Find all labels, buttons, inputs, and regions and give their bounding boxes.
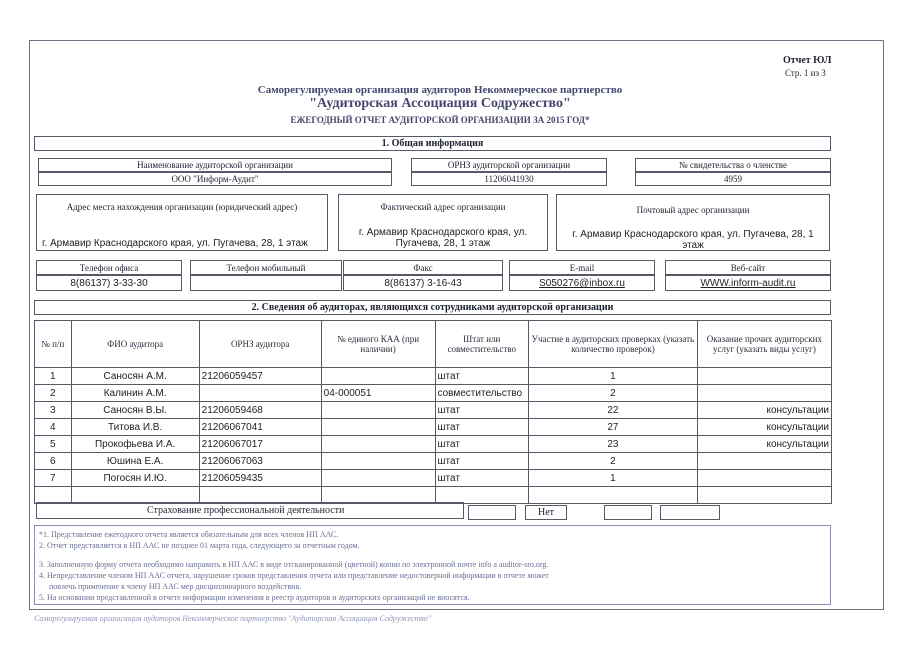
fax-label: Факс xyxy=(343,260,503,275)
table-row xyxy=(35,385,832,402)
email-label: E-mail xyxy=(509,260,655,275)
note-4: 4. Непредставление членом НП ААС отчета, нарушение сроков представления отчета или представление недостоверной информации в отчете может xyxy=(39,571,549,580)
insurance-no-box[interactable]: Нет xyxy=(525,505,567,520)
phone-mobile-value xyxy=(190,275,342,291)
row-name: Юшина Е.А. xyxy=(71,453,199,470)
note-spacer xyxy=(39,551,826,559)
table-row xyxy=(35,470,832,487)
note-3: 3. Заполненную форму отчета необходимо направить в НП ААС в виде отсканированной (цветной) копии по электронной почте info а auditor-sro.org. xyxy=(39,560,549,569)
row-staff: совместительство xyxy=(435,385,529,402)
row-ornz: 21206059468 xyxy=(199,402,321,419)
row-audits: 2 xyxy=(529,453,698,470)
row-num: 7 xyxy=(35,470,72,487)
row-services: консультации xyxy=(697,402,831,419)
postal-address-line2: этаж xyxy=(682,240,704,251)
row-kaa: 04-000051 xyxy=(321,385,435,402)
empty-cell xyxy=(529,487,698,504)
row-services: консультации xyxy=(697,419,831,436)
row-services xyxy=(697,470,831,487)
note-5: 5. На основании представленной в отчете информации изменения в реестр аудиторов и аудиторских организаций не вносятся. xyxy=(39,593,470,602)
row-num: 3 xyxy=(35,402,72,419)
row-num: 4 xyxy=(35,419,72,436)
row-audits: 2 xyxy=(529,385,698,402)
table-row xyxy=(35,402,832,419)
row-services xyxy=(697,453,831,470)
section1-title: 1. Общая информация xyxy=(34,136,831,151)
email-value[interactable]: S050276@inbox.ru xyxy=(509,275,655,291)
phone-office-label: Телефон офиса xyxy=(36,260,182,275)
row-audits: 1 xyxy=(529,368,698,385)
actual-address-line1: г. Армавир Краснодарского края, ул. xyxy=(358,227,528,238)
ornz-value: 11206041930 xyxy=(411,172,607,186)
row-ornz: 21206067017 xyxy=(199,436,321,453)
row-staff: штат xyxy=(435,402,529,419)
actual-address-label: Фактический адрес организации xyxy=(380,202,506,212)
empty-cell xyxy=(71,487,199,504)
row-name: Калинин А.М. xyxy=(71,385,199,402)
org-line: Саморегулируемая организация аудиторов Некоммерческое партнерство xyxy=(257,84,623,96)
note-4-cont: повлечь применение к члену НП ААС мер дисциплинарного воздействия. xyxy=(49,582,302,591)
form-code: Отчет ЮЛ xyxy=(783,55,832,66)
row-audits: 1 xyxy=(529,470,698,487)
empty-cell xyxy=(35,487,72,504)
legal-address-label: Адрес места нахождения организации (юридический адрес) xyxy=(66,202,298,212)
row-num: 1 xyxy=(35,368,72,385)
row-num: 5 xyxy=(35,436,72,453)
org-name-value: ООО "Информ-Аудит" xyxy=(38,172,392,186)
row-audits: 27 xyxy=(529,419,698,436)
website-label: Веб-сайт xyxy=(665,260,831,275)
row-num: 6 xyxy=(35,453,72,470)
row-staff: штат xyxy=(435,436,529,453)
col-num: № п/п xyxy=(35,321,72,368)
phone-office-value: 8(86137) 3-33-30 xyxy=(36,275,182,291)
note-1: *1. Представление ежегодного отчета является обязательным для всех членов НП ААС. xyxy=(39,530,339,539)
row-name: Саносян А.М. xyxy=(71,368,199,385)
row-staff: штат xyxy=(435,419,529,436)
auditors-table xyxy=(34,320,832,504)
col-name: ФИО аудитора xyxy=(71,321,199,368)
row-services: консультации xyxy=(697,436,831,453)
row-kaa xyxy=(321,419,435,436)
insurance-box xyxy=(36,502,464,519)
postal-address-line1: г. Армавир Краснодарского края, ул. Пугачева, 28, 1 xyxy=(572,229,814,240)
row-staff: штат xyxy=(435,470,529,487)
legal-address-value: г. Армавир Краснодарского края, ул. Пугачева, 28, 1 этаж xyxy=(42,238,308,249)
org-name-label: Наименование аудиторской организации xyxy=(38,158,392,172)
insurance-box-4[interactable] xyxy=(660,505,720,520)
row-name: Титова И.В. xyxy=(71,419,199,436)
report-title: ЕЖЕГОДНЫЙ ОТЧЕТ АУДИТОРСКОЙ ОРГАНИЗАЦИИ ЗА 2015 ГОД* xyxy=(290,115,590,125)
row-name: Саносян В.Ы. xyxy=(71,402,199,419)
row-num: 2 xyxy=(35,385,72,402)
footer-text: Саморегулируемая организация аудиторов Некоммерческое партнерство "Аудиторская Ассоциация Содружество" xyxy=(34,614,432,623)
insurance-label: Страхование профессиональной деятельности xyxy=(147,505,345,516)
row-ornz: 21206067041 xyxy=(199,419,321,436)
phone-mobile-label: Телефон мобильный xyxy=(190,260,342,275)
table-header-row xyxy=(35,321,832,368)
actual-address-box xyxy=(338,194,548,251)
row-ornz xyxy=(199,385,321,402)
table-row xyxy=(35,436,832,453)
actual-address-line2: Пугачева, 28, 1 этаж xyxy=(395,238,491,249)
row-kaa xyxy=(321,368,435,385)
postal-address-label: Почтовый адрес организации xyxy=(636,205,750,215)
empty-cell xyxy=(199,487,321,504)
empty-cell xyxy=(435,487,529,504)
row-audits: 22 xyxy=(529,402,698,419)
table-row-empty xyxy=(35,487,832,504)
col-staff: Штат или совместительство xyxy=(435,321,529,368)
org-name: "Аудиторская Ассоциация Содружество" xyxy=(309,96,571,111)
col-kaa: № единого КАА (при наличии) xyxy=(321,321,435,368)
cert-value: 4959 xyxy=(635,172,831,186)
col-ornz: ОРНЗ аудитора xyxy=(199,321,321,368)
note-2: 2. Отчет представляется в НП ААС не позднее 01 марта года, следующего за отчетным годом. xyxy=(39,541,360,550)
row-kaa xyxy=(321,402,435,419)
empty-cell xyxy=(697,487,831,504)
row-audits: 23 xyxy=(529,436,698,453)
page-info: Стр. 1 из 3 xyxy=(785,68,826,78)
row-kaa xyxy=(321,436,435,453)
ornz-label: ОРНЗ аудиторской организации xyxy=(411,158,607,172)
row-services xyxy=(697,385,831,402)
row-name: Погосян И.Ю. xyxy=(71,470,199,487)
row-ornz: 21206059435 xyxy=(199,470,321,487)
section2-title: 2. Сведения об аудиторах, являющихся сотрудниками аудиторской организации xyxy=(34,300,831,315)
insurance-yes-box[interactable] xyxy=(468,505,516,520)
empty-cell xyxy=(321,487,435,504)
row-staff: штат xyxy=(435,368,529,385)
website-value[interactable]: WWW.inform-audit.ru xyxy=(665,275,831,291)
notes-box xyxy=(34,525,831,605)
table-row xyxy=(35,368,832,385)
row-ornz: 21206067063 xyxy=(199,453,321,470)
col-audits: Участие в аудиторских проверках (указать количество проверок) xyxy=(529,321,698,368)
fax-value: 8(86137) 3-16-43 xyxy=(343,275,503,291)
col-services: Оказание прочих аудиторских услуг (указать виды услуг) xyxy=(697,321,831,368)
row-staff: штат xyxy=(435,453,529,470)
row-name: Прокофьева И.А. xyxy=(71,436,199,453)
row-kaa xyxy=(321,453,435,470)
table-row xyxy=(35,453,832,470)
row-ornz: 21206059457 xyxy=(199,368,321,385)
cert-label: № свидетельства о членстве xyxy=(635,158,831,172)
row-services xyxy=(697,368,831,385)
postal-address-box xyxy=(556,194,830,251)
table-row xyxy=(35,419,832,436)
insurance-box-3[interactable] xyxy=(604,505,652,520)
row-kaa xyxy=(321,470,435,487)
